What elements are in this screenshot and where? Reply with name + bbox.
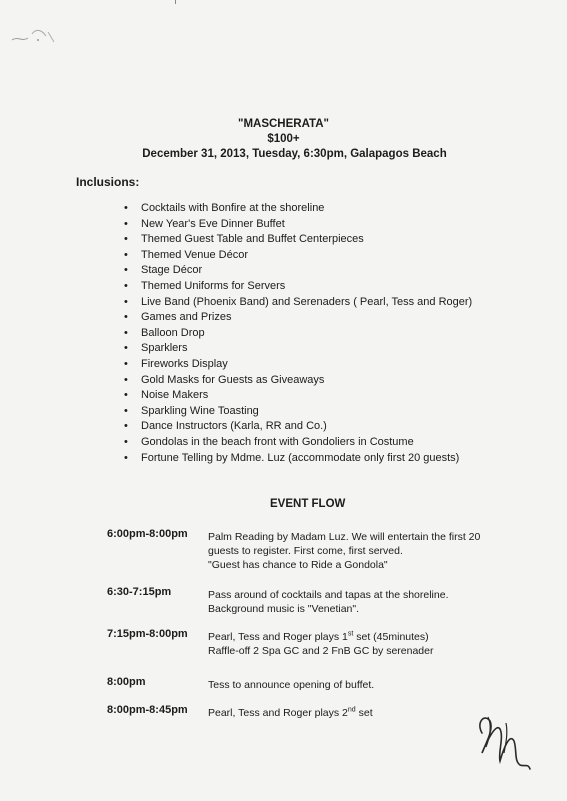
event-title: "MASCHERATA": [238, 118, 329, 130]
list-item: [124, 310, 472, 326]
schedule-description: [208, 530, 480, 572]
list-item-text: Themed Venue Décor: [141, 248, 249, 261]
schedule-time: 8:00pm-8:45pm: [107, 704, 188, 716]
description-line: guests to register. First come, first served.: [208, 545, 403, 557]
list-item-text: Games and Prizes: [141, 311, 232, 324]
list-item: [124, 232, 472, 248]
bullet-icon: •: [124, 248, 128, 261]
list-item-text: Balloon Drop: [141, 326, 205, 339]
document-header: [0, 117, 567, 162]
schedule-description: [208, 588, 448, 616]
description-line: "Guest has chance to Ride a Gondola": [208, 559, 388, 571]
bullet-icon: •: [124, 404, 128, 417]
bullet-icon: •: [124, 420, 128, 433]
description-line: Pass around of cocktails and tapas at the shoreline.: [208, 589, 449, 601]
list-item-text: Dance Instructors (Karla, RR and Co.): [141, 420, 327, 433]
description-line: Pearl, Tess and Roger plays 2nd set: [208, 706, 373, 719]
inclusions-list: [124, 201, 472, 466]
list-item: [124, 388, 472, 404]
bullet-icon: •: [124, 233, 128, 246]
bullet-icon: •: [124, 326, 128, 339]
event-date-venue: December 31, 2013, Tuesday, 6:30pm, Galapagos Beach: [142, 148, 447, 160]
list-item-text: Sparkling Wine Toasting: [141, 404, 259, 417]
list-item: [124, 373, 472, 389]
list-item-text: Fortune Telling by Mdme. Luz (accommodate only first 20 guests): [141, 451, 460, 464]
list-item-text: Gold Masks for Guests as Giveaways: [141, 373, 325, 386]
description-line: Tess to announce opening of buffet.: [208, 679, 375, 691]
schedule-time: 8:00pm: [107, 676, 146, 688]
description-line: Background music is "Venetian".: [208, 603, 360, 615]
handwritten-signature: [470, 703, 534, 775]
list-item: [124, 248, 472, 264]
inclusions-heading: Inclusions:: [76, 175, 140, 189]
bullet-icon: •: [124, 217, 128, 230]
list-item: [124, 263, 472, 279]
list-item-text: Stage Décor: [141, 264, 203, 277]
description-line: Raffle-off 2 Spa GC and 2 FnB GC by serenader: [208, 645, 434, 657]
bullet-icon: •: [124, 451, 128, 464]
list-item: [124, 201, 472, 217]
schedule-time: 6:30-7:15pm: [107, 586, 172, 598]
list-item-text: Fireworks Display: [141, 357, 228, 370]
event-price: $100+: [267, 133, 300, 145]
list-item-text: Cocktails with Bonfire at the shoreline: [141, 202, 325, 214]
bullet-icon: •: [124, 311, 128, 324]
schedule-time: 6:00pm-8:00pm: [107, 528, 188, 540]
list-item: [124, 295, 472, 311]
list-item-text: Themed Uniforms for Servers: [141, 279, 286, 292]
list-item: [124, 279, 472, 295]
list-item: [124, 435, 472, 451]
schedule-description: [208, 706, 373, 720]
bullet-icon: •: [124, 202, 128, 214]
event-flow-heading: EVENT FLOW: [270, 498, 346, 510]
bullet-icon: •: [124, 357, 128, 370]
list-item: [124, 341, 472, 357]
bullet-icon: •: [124, 295, 128, 308]
list-item-text: Gondolas in the beach front with Gondoliers in Costume: [141, 435, 414, 448]
list-item-text: New Year's Eve Dinner Buffet: [141, 217, 285, 230]
schedule-description: [208, 630, 433, 658]
list-item: [124, 217, 472, 233]
schedule-description: [208, 678, 374, 692]
list-item: [124, 357, 472, 373]
bullet-icon: •: [124, 279, 128, 292]
list-item: [124, 419, 472, 435]
bullet-icon: •: [124, 389, 128, 402]
bullet-icon: •: [124, 435, 128, 448]
list-item-text: Live Band (Phoenix Band) and Serenaders ( Pearl, Tess and Roger): [141, 295, 473, 308]
list-item-text: Noise Makers: [141, 389, 209, 402]
list-item-text: Themed Guest Table and Buffet Centerpieces: [141, 233, 364, 246]
scan-smudge-mark: [8, 22, 70, 52]
bullet-icon: •: [124, 342, 128, 355]
bullet-icon: •: [124, 264, 128, 277]
scan-mark: [175, 0, 176, 4]
bullet-icon: •: [124, 373, 128, 386]
schedule-time: 7:15pm-8:00pm: [107, 628, 188, 640]
list-item: [124, 451, 472, 467]
description-line: Palm Reading by Madam Luz. We will entertain the first 20: [208, 531, 481, 543]
list-item-text: Sparklers: [141, 342, 188, 355]
list-item: [124, 404, 472, 420]
list-item: [124, 326, 472, 342]
description-line: Pearl, Tess and Roger plays 1st set (45minutes): [208, 630, 429, 643]
